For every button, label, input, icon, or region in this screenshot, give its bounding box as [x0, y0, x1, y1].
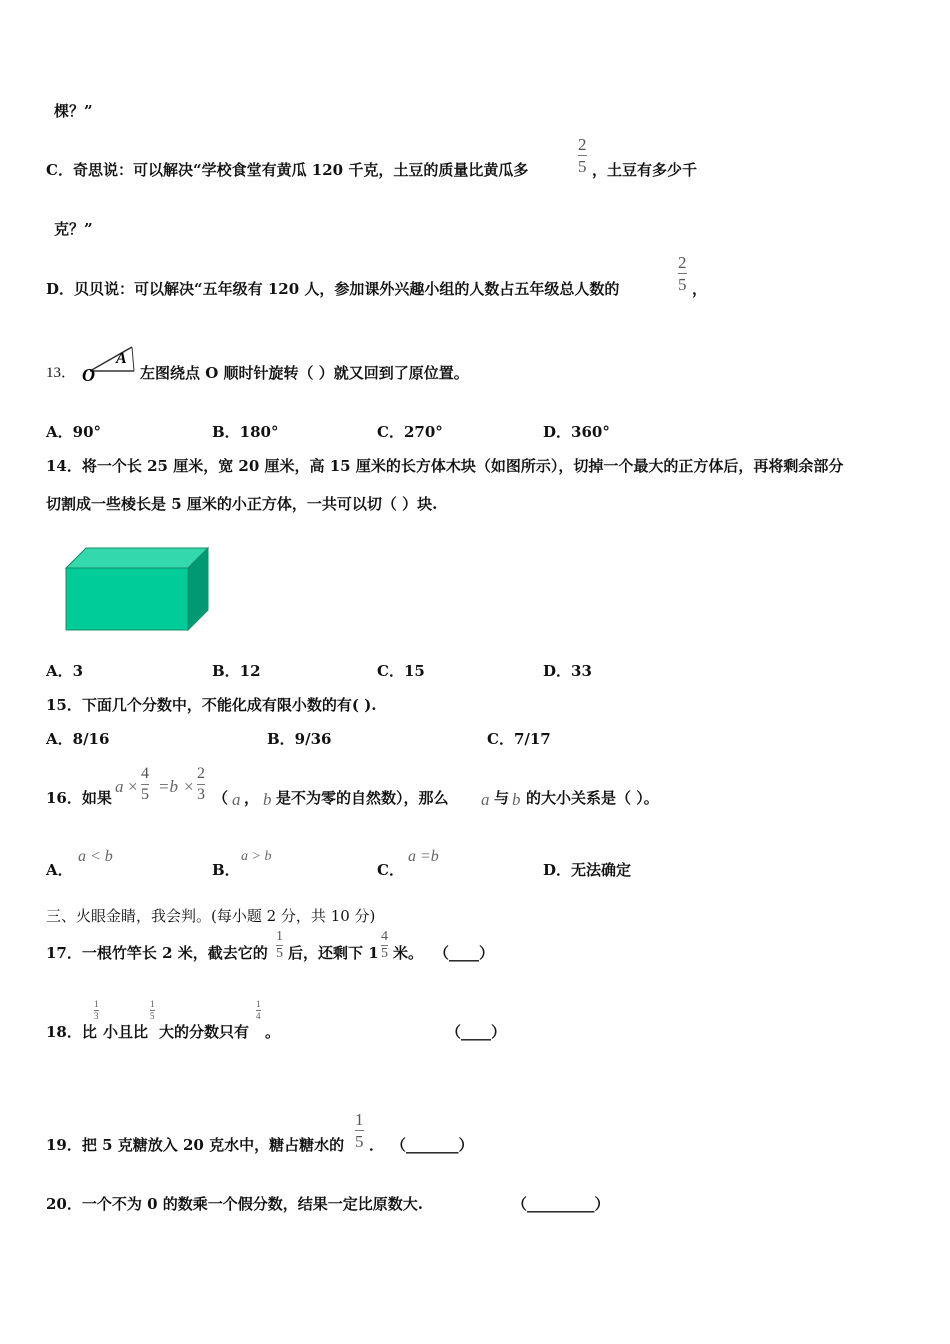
q17-pre: 17．一根竹竿长 2 米，截去它的: [46, 944, 268, 962]
q18-pre: 18．比: [46, 1023, 97, 1041]
fraction-numerator: 1: [94, 999, 99, 1009]
q17-mid: 后，还剩下 1: [288, 944, 379, 962]
point-a-label: A: [116, 350, 127, 367]
q13-option-c[interactable]: C．270°: [377, 423, 443, 441]
q16-comma-b: b: [263, 790, 272, 809]
q13-option-a[interactable]: A．90°: [46, 423, 102, 441]
q13-number: 13．: [46, 365, 77, 381]
q16-option-a-math: a < b: [78, 848, 113, 865]
fraction-denominator: 4: [256, 1011, 261, 1021]
fraction-numerator: 1: [276, 929, 283, 944]
fraction-denominator: 5: [141, 786, 149, 803]
q12-option-c-after: ，土豆有多少千: [592, 161, 698, 179]
q18-fraction-3: [256, 1000, 261, 1021]
q12-option-b-tail: 棵？”: [54, 102, 93, 120]
q13-option-d[interactable]: D．360°: [543, 423, 610, 441]
q16-option-d[interactable]: D．无法确定: [543, 861, 632, 879]
fraction-denominator: 5: [678, 275, 687, 294]
q16-open: （: [213, 789, 229, 807]
q12-option-c: C．奇思说：可以解决“学校食堂有黄瓜 120 千克，土豆的质量比黄瓜多: [46, 161, 529, 179]
q17-post: 米。: [393, 944, 424, 962]
q16-option-b-label[interactable]: B．: [212, 861, 240, 879]
q12-option-c-tail: 克？”: [54, 220, 93, 238]
q15-option-a[interactable]: A．8/16: [46, 730, 110, 748]
q17-fraction: [276, 930, 283, 961]
q16-option-b-math: a > b: [241, 849, 272, 864]
q16-yu: 与: [494, 789, 510, 807]
q16-times-1: ×: [128, 777, 138, 796]
q14-option-c[interactable]: C．15: [377, 662, 425, 680]
q16-fraction-1: [141, 766, 149, 803]
q14-option-d[interactable]: D．33: [543, 662, 592, 680]
q16-mid: ，: [244, 789, 260, 807]
cuboid-figure: [64, 546, 212, 634]
q19-post: ．: [369, 1136, 385, 1154]
q16-comma-a: a: [232, 790, 241, 809]
q18-mid1: 小且比: [103, 1023, 149, 1041]
fraction-denominator: 5: [381, 946, 388, 961]
q20-text: 20．一个不为 0 的数乘一个假分数，结果一定比原数大.: [46, 1195, 423, 1213]
q19-pre: 19．把 5 克糖放入 20 克水中，糖占糖水的: [46, 1136, 345, 1154]
fraction-numerator: 2: [197, 765, 205, 782]
q16-eq-b: =b: [158, 777, 178, 796]
fraction-denominator: 5: [276, 946, 283, 961]
q12-option-d-after: ，: [692, 280, 708, 298]
q19-fraction: [355, 1111, 364, 1150]
q16-times-2: ×: [184, 777, 194, 796]
point-o-label: O: [82, 365, 95, 383]
fraction-numerator: 1: [150, 999, 155, 1009]
q16-fraction-2: [197, 766, 205, 803]
q14-option-a[interactable]: A．3: [46, 662, 84, 680]
q18-mid2: 大的分数只有: [159, 1023, 250, 1041]
q20-answer-blank[interactable]: （_________）: [512, 1195, 610, 1213]
q15-option-c[interactable]: C．7/17: [487, 730, 551, 748]
fraction-denominator: 5: [578, 157, 587, 176]
fraction-denominator: 5: [150, 1011, 155, 1021]
q16-option-c-math: a =b: [408, 848, 439, 865]
q16-option-a-label[interactable]: A．: [46, 861, 73, 879]
q14-option-b[interactable]: B．12: [212, 662, 261, 680]
fraction-numerator: 2: [578, 135, 587, 154]
q19-answer-blank[interactable]: （_______）: [391, 1136, 474, 1154]
fraction-numerator: 1: [355, 1110, 364, 1129]
fraction-denominator: 3: [94, 1011, 99, 1021]
rotation-figure: [80, 341, 138, 383]
q16-number: 16．如果: [46, 789, 112, 807]
fraction-numerator: 4: [141, 765, 149, 782]
q18-fraction-1: [94, 1000, 99, 1021]
q18-answer-blank[interactable]: （____）: [446, 1023, 507, 1041]
q12-option-c-fraction: [578, 136, 587, 175]
q16-rest: 是不为零的自然数），那么: [276, 789, 449, 807]
fraction-numerator: 2: [678, 253, 687, 272]
q18-post: 。: [265, 1023, 281, 1041]
section-3-title: 三、火眼金睛，我会判。(每小题 2 分，共 10 分): [46, 907, 376, 925]
q12-option-d: D．贝贝说：可以解决“五年级有 120 人，参加课外兴趣小组的人数占五年级总人数的: [46, 280, 620, 298]
q16-and-b: b: [512, 790, 521, 809]
q13-option-b[interactable]: B．180°: [212, 423, 279, 441]
q15-option-b[interactable]: B．9/36: [267, 730, 332, 748]
q14-line1: 14．将一个长 25 厘米，宽 20 厘米，高 15 厘米的长方体木块（如图所示），切掉一个最大的正方体后，再将剩余部分: [46, 457, 844, 475]
q17-answer-blank[interactable]: （____）: [434, 944, 495, 962]
fraction-numerator: 1: [256, 999, 261, 1009]
fraction-denominator: 5: [355, 1132, 364, 1151]
q17-mixed-fraction: [381, 930, 388, 961]
fraction-numerator: 4: [381, 929, 388, 944]
q13-text: 左图绕点 O 顺时针旋转（ ）就又回到了原位置。: [140, 364, 469, 382]
q16-option-c-label[interactable]: C．: [377, 861, 404, 879]
q15-text: 15．下面几个分数中，不能化成有限小数的有( ).: [46, 696, 377, 714]
q16-and-a: a: [481, 790, 490, 809]
q16-rest2: 的大小关系是（ ）。: [526, 789, 659, 807]
q18-fraction-2: [150, 1000, 155, 1021]
q12-option-d-fraction: [678, 254, 687, 293]
q16-var-a: a: [115, 777, 124, 796]
fraction-denominator: 3: [197, 786, 205, 803]
q14-line2: 切割成一些棱长是 5 厘米的小正方体，一共可以切（ ）块.: [46, 495, 438, 513]
